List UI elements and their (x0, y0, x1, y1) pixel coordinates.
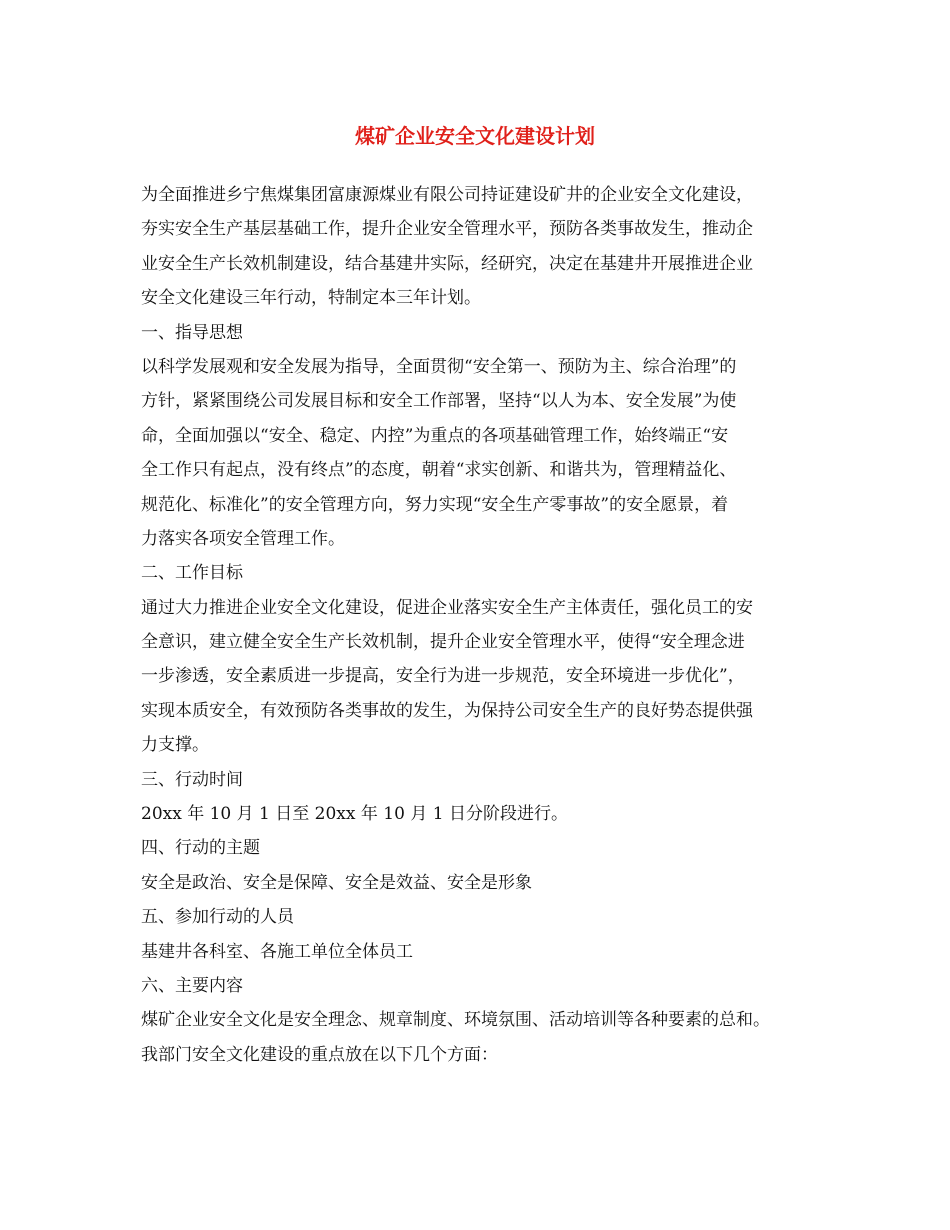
paragraph-line: 煤矿企业安全文化是安全理念、规章制度、环境氛围、活动培训等各种要素的总和。 (141, 1010, 770, 1031)
paragraph-line: 通过大力推进企业安全文化建设，促进企业落实安全生产主体责任，强化员工的安 (141, 597, 753, 618)
paragraph-line: 安全是政治、安全是保障、安全是效益、安全是形象 (141, 872, 532, 893)
paragraph-line: 一步渗透，安全素质进一步提高，安全行为进一步规范，安全环境进一步优化”， (141, 666, 745, 687)
paragraph-line: 全工作只有起点，没有终点”的态度，朝着“求实创新、和谐共为，管理精益化、 (141, 460, 737, 481)
paragraph-line: 力落实各项安全管理工作。 (141, 528, 345, 549)
section-heading: 五、参加行动的人员 (141, 907, 294, 928)
section-heading: 一、指导思想 (141, 322, 243, 343)
paragraph-line: 方针，紧紧围绕公司发展目标和安全工作部署，坚持“以人为本、安全发展”为使 (141, 391, 737, 412)
paragraph-line: 夯实安全生产基层基础工作，提升企业安全管理水平，预防各类事故发生，推动企 (141, 219, 753, 240)
document-body (141, 178, 831, 1072)
paragraph-line: 业安全生产长效机制建设，结合基建井实际，经研究，决定在基建井开展推进企业 (141, 253, 753, 274)
paragraph-line: 全意识，建立健全安全生产长效机制，提升企业安全管理水平，使得“安全理念进 (141, 632, 745, 653)
paragraph-line: 力支撑。 (141, 735, 209, 756)
paragraph-line: 20xx 年 10 月 1 日至 20xx 年 10 月 1 日分阶段进行。 (141, 804, 568, 825)
section-heading: 三、行动时间 (141, 769, 243, 790)
paragraph-line: 规范化、标准化”的安全管理方向，努力实现“安全生产零事故”的安全愿景，着 (141, 494, 729, 515)
paragraph-line: 为全面推进乡宁焦煤集团富康源煤业有限公司持证建设矿井的企业安全文化建设， (141, 185, 753, 205)
paragraph-line: 命，全面加强以“安全、稳定、内控”为重点的各项基础管理工作，始终端正“安 (141, 425, 729, 446)
paragraph-line: 实现本质安全，有效预防各类事故的发生，为保持公司安全生产的良好势态提供强 (141, 700, 753, 721)
paragraph-line: 基建井各科室、各施工单位全体员工 (141, 941, 413, 962)
section-heading: 四、行动的主题 (141, 838, 260, 859)
section-heading: 六、主要内容 (141, 975, 243, 996)
paragraph-line: 我部门安全文化建设的重点放在以下几个方面： (141, 1044, 498, 1065)
paragraph-line: 以科学发展观和安全发展为指导，全面贯彻“安全第一、预防为主、综合治理”的 (141, 356, 737, 377)
section-heading: 二、工作目标 (141, 563, 243, 584)
paragraph-line: 安全文化建设三年行动，特制定本三年计划。 (141, 288, 481, 309)
document-title: 煤矿企业安全文化建设计划 (355, 124, 595, 148)
